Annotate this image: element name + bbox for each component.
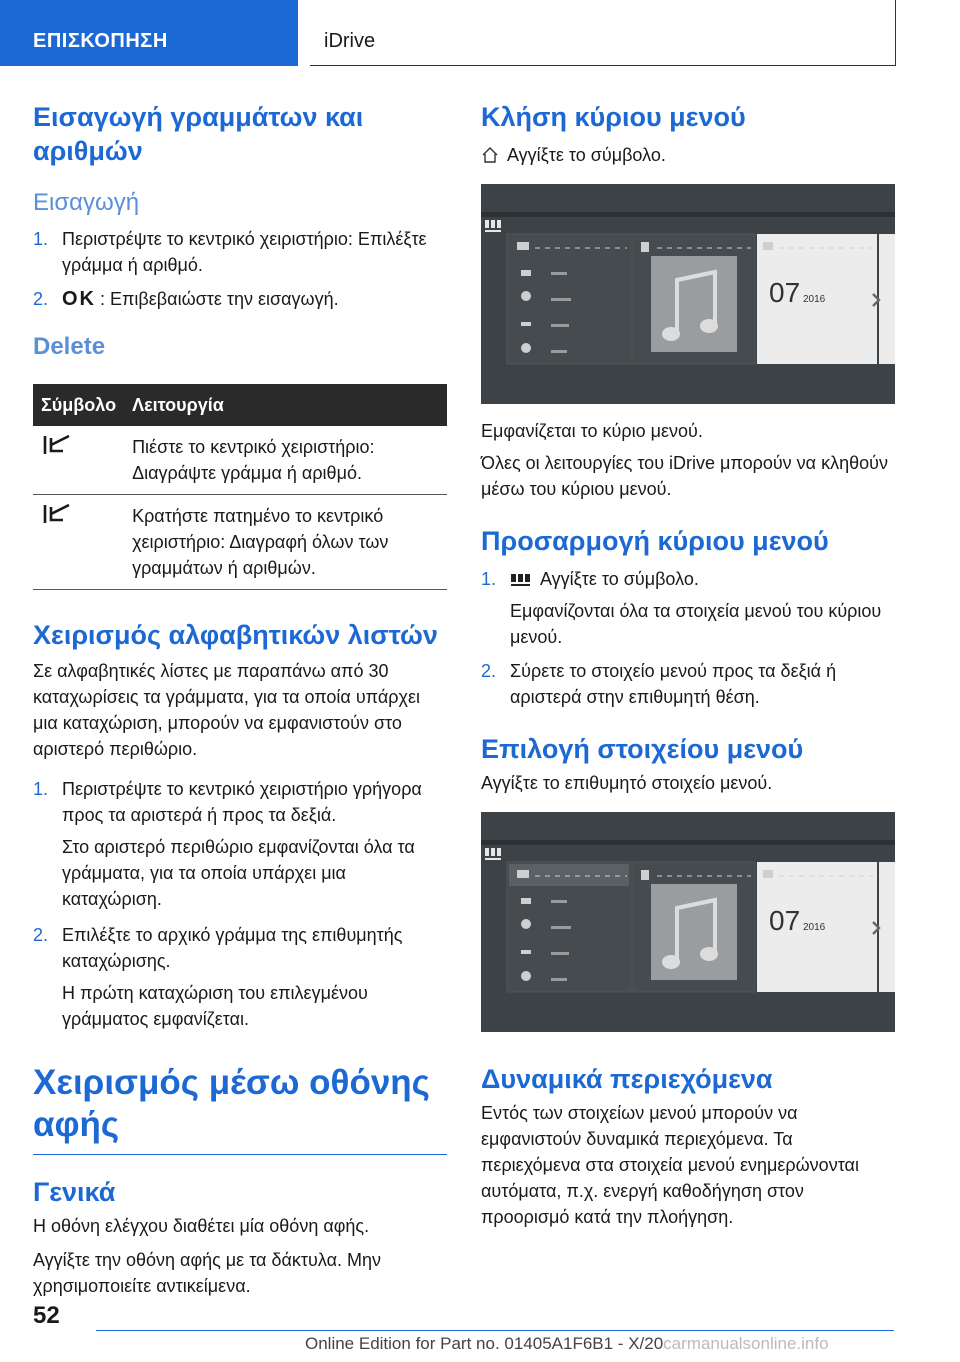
heading-customize-menu: Προσαρμογή κύριου μενού xyxy=(481,526,829,556)
table-cell: Πιέστε το κεντρικό χειριστήριο: Διαγράψτε γράμμα ή αριθμό. xyxy=(124,426,447,495)
page-number: 52 xyxy=(33,1302,60,1329)
paragraph: Όλες οι λειτουργίες του iDrive μπορούν να κληθούν μέσω του κύριου μενού. xyxy=(481,453,888,499)
delete-table xyxy=(33,384,447,590)
step-number: 1. xyxy=(33,229,49,249)
paragraph: Αγγίξτε την οθόνη αφής με τα δάκτυλα. Μην χρησιμοποιείτε αντικείμενα. xyxy=(33,1250,381,1296)
section-title: iDrive xyxy=(310,0,896,66)
heading-main-menu: Κλήση κύριου μενού xyxy=(481,102,746,132)
step-number: 2. xyxy=(33,925,49,945)
list-item xyxy=(33,286,447,312)
heading-letters-numbers: Εισαγωγή γραμμάτων και αριθμών xyxy=(33,102,364,166)
customize-steps xyxy=(481,566,895,710)
table-row xyxy=(33,495,447,590)
divider xyxy=(33,1154,447,1155)
list-item xyxy=(33,226,447,278)
main-menu-screenshot xyxy=(481,184,895,404)
heading-dynamic-content: Δυναμικά περιεχόμενα xyxy=(481,1064,773,1094)
instruction-text: Αγγίξτε το σύμβολο. xyxy=(507,145,666,165)
screen-year: 2016 xyxy=(803,922,826,933)
paragraph: Η οθόνη ελέγχου διαθέτει μία οθόνη αφής. xyxy=(33,1216,370,1236)
subheading-general: Γενικά xyxy=(33,1177,116,1207)
menu-tiles-icon xyxy=(510,572,532,588)
list-item xyxy=(33,922,447,1032)
list-item xyxy=(481,658,895,710)
paragraph: Αγγίξτε το επιθυμητό στοιχείο μενού. xyxy=(481,773,773,793)
right-column xyxy=(481,100,895,1230)
page-header xyxy=(0,0,960,66)
step-text: Επιλέξτε το αρχικό γράμμα της επιθυμητής καταχώρισης. xyxy=(62,925,403,971)
step-text: Σύρετε το στοιχείο μενού προς τα δεξιά ή αριστερά στην επιθυμητή θέση. xyxy=(510,661,837,707)
chapter-tab[interactable]: ΕΠΙΣΚΟΠΗΣΗ xyxy=(0,0,298,66)
list-item xyxy=(33,776,447,912)
subheading-delete: Delete xyxy=(33,333,106,360)
heading-alpha-lists: Χειρισμός αλφαβητικών λιστών xyxy=(33,620,438,650)
menu-item-screenshot xyxy=(481,812,895,1032)
subheading-input: Εισαγωγή xyxy=(33,189,140,216)
step-text: Αγγίξτε το σύμβολο. xyxy=(540,569,699,589)
screen-date: 07 xyxy=(769,905,801,936)
footer-edition xyxy=(305,1334,829,1354)
footer-divider xyxy=(96,1330,894,1331)
step-text: : Επιβεβαιώστε την εισαγωγή. xyxy=(100,289,339,309)
step-text: Περιστρέψτε το κεντρικό χειριστήριο γρήγορα προς τα αριστερά ή προς τα δεξιά. xyxy=(62,779,422,825)
heading-touchscreen: Χειρισμός μέσω οθόνης αφής xyxy=(33,1063,430,1144)
paragraph: Εμφανίζεται το κύριο μενού. xyxy=(481,421,703,441)
table-header-function: Λειτουργία xyxy=(124,384,447,426)
input-steps xyxy=(33,226,447,312)
backspace-arrow-icon xyxy=(41,503,73,525)
screen-date: 07 xyxy=(769,277,801,308)
step-result: Στο αριστερό περιθώριο εμφανίζονται όλα τα γράμματα, για τα οποία υπάρχει μια καταχώριση. xyxy=(62,837,415,909)
step-number: 1. xyxy=(33,779,49,799)
backspace-arrow-icon xyxy=(41,434,73,456)
step-number: 2. xyxy=(481,661,497,681)
home-icon xyxy=(481,146,499,164)
paragraph: Εντός των στοιχείων μενού μπορούν να εμφανιστούν δυναμικά περιεχόμενα. Τα περιεχόμενα στα στοιχεία μενού ενημερώνονται αυτόματα, π.χ. ενεργή καθοδήγηση στον προορισμό κατά την πλοήγηση. xyxy=(481,1103,859,1227)
step-number: 1. xyxy=(481,569,497,589)
heading-select-menu-item: Επιλογή στοιχείου μενού xyxy=(481,734,804,764)
ok-icon: OK xyxy=(62,288,96,310)
edition-text: Online Edition for Part no. 01405A1F6B1 - X/20 xyxy=(305,1334,664,1353)
table-cell: Κρατήστε πατημένο το κεντρικό χειριστήριο: Διαγραφή όλων των γραμμάτων ή αριθμών. xyxy=(124,495,447,590)
step-text: Περιστρέψτε το κεντρικό χειριστήριο: Επιλέξτε γράμμα ή αριθμό. xyxy=(62,229,427,275)
left-column xyxy=(33,100,447,1299)
step-result: Εμφανίζονται όλα τα στοιχεία μενού του κύριου μενού. xyxy=(510,601,882,647)
table-row xyxy=(33,426,447,495)
step-result: Η πρώτη καταχώριση του επιλεγμένου γράμματος εμφανίζεται. xyxy=(62,983,368,1029)
watermark: carmanualsonline.info xyxy=(663,1334,829,1353)
table-header-symbol: Σύμβολο xyxy=(33,384,124,426)
alpha-steps xyxy=(33,776,447,1032)
list-item xyxy=(481,566,895,650)
screen-year: 2016 xyxy=(803,294,826,305)
paragraph: Σε αλφαβητικές λίστες με παραπάνω από 30 καταχωρίσεις τα γράμματα, για τα οποία υπάρχει μια καταχώριση, μπορούν να εμφανιστούν στο αριστερό περιθώριο. xyxy=(33,661,420,759)
step-number: 2. xyxy=(33,289,49,309)
